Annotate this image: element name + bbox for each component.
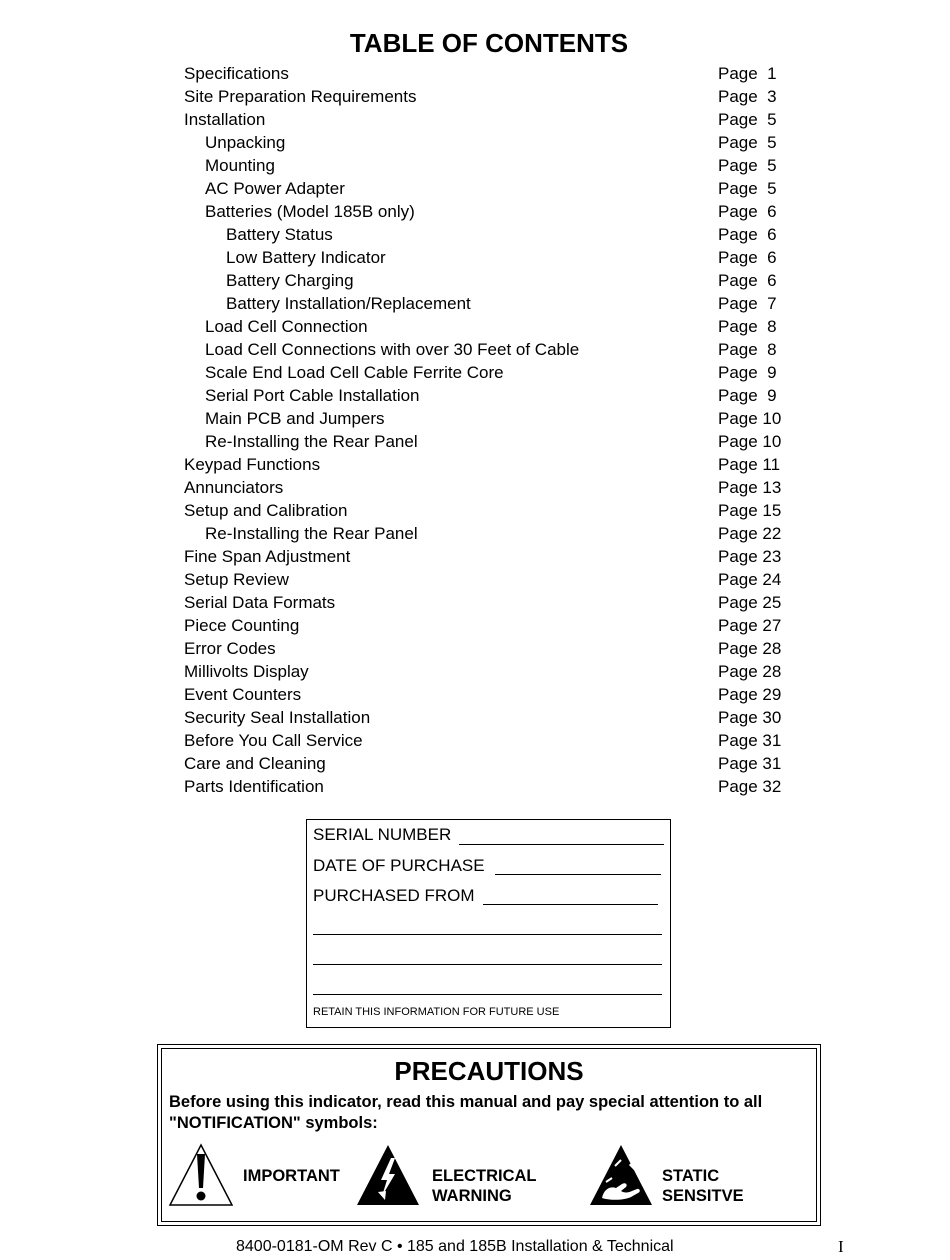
electrical-label-line2: WARNING (432, 1187, 512, 1205)
toc-entry-page: Page 29 (718, 685, 782, 704)
toc-entry-label: Battery Installation/Replacement (226, 294, 471, 313)
toc-dot-leader (509, 361, 708, 384)
static-label-line1: STATIC (662, 1167, 720, 1185)
toc-entry-label: Annunciators (184, 478, 284, 497)
static-sensitive-icon (588, 1142, 654, 1208)
toc-dot-leader (270, 108, 708, 131)
toc-entry-label: Batteries (Model 185B only) (205, 202, 415, 221)
toc-dot-leader (423, 522, 708, 545)
toc-entry-label: Piece Counting (184, 616, 300, 635)
toc-dot-leader (425, 384, 708, 407)
toc-dot-leader (421, 85, 708, 108)
date-of-purchase-field[interactable] (495, 874, 661, 875)
important-icon (168, 1142, 234, 1208)
toc-entry-label: Serial Port Cable Installation (205, 386, 420, 405)
toc-entry[interactable] (184, 85, 784, 108)
toc-dot-leader (420, 200, 708, 223)
toc-entry-label: Re-Installing the Rear Panel (205, 432, 418, 451)
toc-entry[interactable] (184, 591, 784, 614)
blank-line-1[interactable] (313, 934, 662, 935)
toc-entry[interactable] (184, 568, 784, 591)
static-sensitive-label (662, 1166, 744, 1206)
toc-entry-label: Keypad Functions (184, 455, 321, 474)
toc-entry-page: Page 1 (718, 64, 777, 83)
toc-dot-leader (355, 545, 708, 568)
toc-dot-leader (280, 154, 708, 177)
toc-entry[interactable] (184, 338, 784, 361)
toc-entry-label: Load Cell Connection (205, 317, 368, 336)
toc-entry-label: Fine Span Adjustment (184, 547, 351, 566)
toc-entry[interactable] (184, 614, 784, 637)
toc-entry[interactable] (184, 246, 784, 269)
toc-entry[interactable] (184, 407, 784, 430)
toc-entry-label: Specifications (184, 64, 289, 83)
toc-entry-label: Battery Charging (226, 271, 354, 290)
toc-dot-leader (306, 683, 708, 706)
precautions-inner-border (161, 1048, 817, 1222)
table-of-contents (184, 62, 784, 798)
toc-dot-leader (340, 591, 708, 614)
toc-entry[interactable] (184, 384, 784, 407)
toc-entry-page: Page 25 (718, 593, 782, 612)
toc-entry-page: Page 6 (718, 248, 777, 267)
toc-dot-leader (350, 177, 708, 200)
toc-entry[interactable] (184, 361, 784, 384)
toc-entry[interactable] (184, 108, 784, 131)
toc-dot-leader (288, 476, 708, 499)
toc-entry-page: Page 5 (718, 156, 777, 175)
toc-entry[interactable] (184, 131, 784, 154)
toc-entry-label: Site Preparation Requirements (184, 87, 417, 106)
toc-entry-label: Error Codes (184, 639, 276, 658)
toc-entry-page: Page 5 (718, 179, 777, 198)
toc-dot-leader (375, 706, 708, 729)
toc-entry-page: Page 5 (718, 110, 777, 129)
purchased-from-label: PURCHASED FROM (313, 886, 475, 905)
toc-entry-label: Parts Identification (184, 777, 324, 796)
toc-entry-page: Page 30 (718, 708, 782, 727)
blank-line-2[interactable] (313, 964, 662, 965)
toc-dot-leader (329, 775, 708, 798)
toc-entry-page: Page 32 (718, 777, 782, 796)
toc-dot-leader (359, 269, 708, 292)
toc-dot-leader (294, 568, 708, 591)
blank-line-3[interactable] (313, 994, 662, 995)
toc-dot-leader (391, 246, 708, 269)
toc-entry[interactable] (184, 683, 784, 706)
precautions-box (157, 1044, 821, 1226)
toc-dot-leader (331, 752, 708, 775)
toc-entry-label: Installation (184, 110, 266, 129)
toc-entry[interactable] (184, 706, 784, 729)
toc-entry-label: Event Counters (184, 685, 302, 704)
toc-entry-label: Millivolts Display (184, 662, 309, 681)
toc-entry-label: Security Seal Installation (184, 708, 371, 727)
toc-entry[interactable] (184, 62, 784, 85)
toc-dot-leader (423, 430, 708, 453)
toc-dot-leader (290, 131, 708, 154)
toc-entry-page: Page 5 (718, 133, 777, 152)
toc-entry[interactable] (184, 660, 784, 683)
toc-entry-label: Scale End Load Cell Cable Ferrite Core (205, 363, 504, 382)
toc-entry-page: Page 11 (718, 455, 781, 474)
toc-entry-label: Load Cell Connections with over 30 Feet of Cable (205, 340, 580, 359)
toc-dot-leader (294, 62, 708, 85)
precautions-text: Before using this indicator, read this manual and pay special attention to all "NOTIFICATION" symbols: (169, 1093, 763, 1132)
toc-entry[interactable] (184, 430, 784, 453)
toc-entry-label: Mounting (205, 156, 275, 175)
toc-entry[interactable] (184, 453, 784, 476)
toc-entry-label: Care and Cleaning (184, 754, 326, 773)
toc-entry-page: Page 7 (718, 294, 777, 313)
toc-entry-label: Re-Installing the Rear Panel (205, 524, 418, 543)
toc-dot-leader (368, 729, 708, 752)
toc-entry-label: Serial Data Formats (184, 593, 336, 612)
toc-entry-label: Main PCB and Jumpers (205, 409, 385, 428)
toc-entry-label: AC Power Adapter (205, 179, 345, 198)
toc-entry-page: Page 6 (718, 271, 777, 290)
toc-dot-leader (325, 453, 708, 476)
toc-entry[interactable] (184, 223, 784, 246)
toc-entry-page: Page 31 (718, 731, 782, 750)
toc-entry-page: Page 10 (718, 409, 782, 428)
toc-entry-page: Page 13 (718, 478, 782, 497)
toc-entry-page: Page 10 (718, 432, 782, 451)
serial-number-field[interactable] (459, 844, 664, 845)
toc-entry-page: Page 9 (718, 363, 777, 382)
toc-entry-page: Page 8 (718, 317, 777, 336)
toc-dot-leader (373, 315, 708, 338)
important-label: IMPORTANT (243, 1167, 340, 1185)
toc-entry[interactable] (184, 729, 784, 752)
toc-entry-page: Page 6 (718, 202, 777, 221)
toc-entry[interactable] (184, 775, 784, 798)
toc-entry[interactable] (184, 200, 784, 223)
toc-dot-leader (281, 637, 708, 660)
toc-entry-page: Page 28 (718, 639, 782, 658)
toc-dot-leader (304, 614, 708, 637)
toc-entry-page: Page 24 (718, 570, 782, 589)
toc-dot-leader (390, 407, 708, 430)
toc-entry-label: Battery Status (226, 225, 333, 244)
toc-entry[interactable] (184, 752, 784, 775)
page-title: TABLE OF CONTENTS (349, 28, 629, 58)
footer-text: 8400-0181-OM Rev C • 185 and 185B Installation & Technical (236, 1238, 674, 1255)
toc-entry-page: Page 22 (718, 524, 782, 543)
date-of-purchase-label: DATE OF PURCHASE (313, 856, 485, 875)
toc-entry[interactable] (184, 637, 784, 660)
toc-entry-label: Unpacking (205, 133, 286, 152)
toc-entry[interactable] (184, 476, 784, 499)
toc-entry-page: Page 6 (718, 225, 777, 244)
toc-entry[interactable] (184, 522, 784, 545)
toc-dot-leader (584, 338, 708, 361)
toc-dot-leader (353, 499, 708, 522)
static-label-line2: SENSITVE (662, 1187, 744, 1205)
toc-entry-page: Page 31 (718, 754, 782, 773)
toc-entry-page: Page 9 (718, 386, 777, 405)
toc-entry[interactable] (184, 292, 784, 315)
electrical-warning-label (432, 1166, 537, 1206)
toc-entry-page: Page 27 (718, 616, 782, 635)
toc-entry[interactable] (184, 499, 784, 522)
toc-entry-label: Before You Call Service (184, 731, 363, 750)
electrical-label-line1: ELECTRICAL (432, 1167, 537, 1185)
retain-note: RETAIN THIS INFORMATION FOR FUTURE USE (313, 1006, 560, 1018)
toc-entry-page: Page 28 (718, 662, 782, 681)
toc-entry[interactable] (184, 545, 784, 568)
purchased-from-field[interactable] (483, 904, 658, 905)
serial-number-label: SERIAL NUMBER (313, 825, 452, 844)
toc-entry[interactable] (184, 177, 784, 200)
toc-entry[interactable] (184, 315, 784, 338)
toc-entry[interactable] (184, 154, 784, 177)
toc-entry-label: Setup and Calibration (184, 501, 348, 520)
toc-dot-leader (476, 292, 708, 315)
toc-entry-page: Page 15 (718, 501, 782, 520)
toc-entry-label: Setup Review (184, 570, 289, 589)
toc-entry[interactable] (184, 269, 784, 292)
precautions-title: PRECAUTIONS (394, 1056, 584, 1086)
toc-entry-page: Page 3 (718, 87, 777, 106)
toc-dot-leader (338, 223, 708, 246)
electrical-warning-icon (355, 1142, 421, 1208)
toc-dot-leader (314, 660, 708, 683)
toc-entry-page: Page 8 (718, 340, 777, 359)
toc-entry-page: Page 23 (718, 547, 782, 566)
page-number: I (838, 1237, 844, 1256)
serial-info-box (306, 819, 671, 1028)
toc-entry-label: Low Battery Indicator (226, 248, 386, 267)
